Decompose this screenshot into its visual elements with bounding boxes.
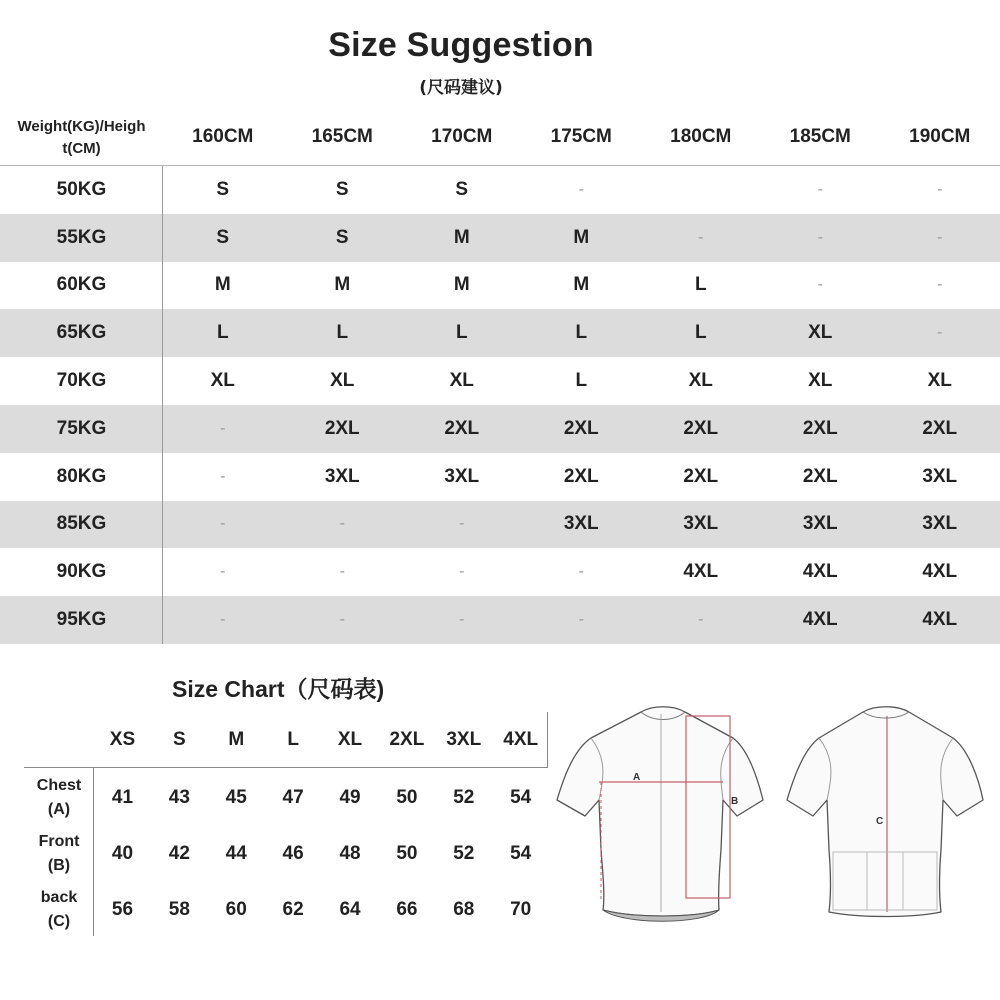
weight-label: 95KG <box>56 609 107 631</box>
weight-label: 50KG <box>56 178 107 200</box>
page-subtitle: (尺码建议) <box>419 78 503 98</box>
measurement-value: 50 <box>396 843 418 864</box>
size-header: 2XL <box>389 729 425 750</box>
size-cell: S <box>216 226 230 248</box>
table-row <box>0 357 1000 405</box>
height-header: 160CM <box>192 125 254 147</box>
size-cell: 2XL <box>922 417 958 439</box>
label-a: A <box>633 772 641 783</box>
measurement-value: 54 <box>510 843 532 864</box>
table-row <box>0 596 1000 644</box>
measurement-value: 44 <box>225 843 247 864</box>
size-chart-table <box>24 712 548 936</box>
size-cell: - <box>937 228 943 246</box>
weight-label: 70KG <box>56 370 107 392</box>
size-cell: - <box>220 515 226 533</box>
size-cell: XL <box>808 370 833 392</box>
size-cell: - <box>339 515 345 533</box>
size-cell: XL <box>449 370 474 392</box>
size-header: L <box>287 729 299 750</box>
size-cell: - <box>937 324 943 342</box>
size-cell: L <box>216 322 229 344</box>
size-cell: 4XL <box>802 609 838 631</box>
size-cell: L <box>694 322 707 344</box>
size-cell: - <box>339 611 345 629</box>
size-cell: XL <box>210 370 235 392</box>
measurement-row <box>24 770 549 826</box>
size-cell: L <box>694 274 707 296</box>
height-header: 190CM <box>909 125 971 147</box>
size-cell: - <box>220 467 226 485</box>
measurement-label <box>24 774 94 822</box>
measurement-value: 56 <box>111 899 134 920</box>
height-header: 170CM <box>431 125 493 147</box>
size-cell: 4XL <box>802 561 838 583</box>
size-cell: 3XL <box>563 513 599 535</box>
size-cell: L <box>575 322 588 344</box>
measurement-row <box>24 882 549 938</box>
measurement-value: 43 <box>168 787 190 808</box>
size-cell: M <box>573 274 590 296</box>
size-header: S <box>172 729 186 750</box>
weight-label: 80KG <box>56 465 107 487</box>
measurement-value: 66 <box>396 899 418 920</box>
jersey-back-diagram <box>783 700 993 925</box>
size-cell: - <box>220 563 226 581</box>
measurement-code: (A) <box>47 801 71 818</box>
size-suggestion-table <box>0 108 1000 644</box>
table-row <box>0 166 1000 214</box>
size-cell: - <box>220 419 226 437</box>
size-cell: - <box>817 180 823 198</box>
size-cell: 2XL <box>324 417 360 439</box>
size-cell: - <box>578 180 584 198</box>
size-cell: - <box>698 228 704 246</box>
size-cell: - <box>937 180 943 198</box>
size-cell: L <box>575 370 588 392</box>
size-cell: 2XL <box>802 465 838 487</box>
measurement-value: 41 <box>111 787 134 808</box>
size-cell: M <box>334 274 351 296</box>
measurement-value: 62 <box>282 899 304 920</box>
measurement-label <box>24 886 94 934</box>
table-row <box>0 548 1000 596</box>
size-cell: - <box>459 515 465 533</box>
measurement-value: 48 <box>339 843 361 864</box>
size-cell: 2XL <box>683 465 719 487</box>
size-cell: - <box>578 611 584 629</box>
size-cell: 4XL <box>922 561 958 583</box>
size-cell: 3XL <box>444 465 480 487</box>
size-header: M <box>228 729 245 750</box>
label-b: B <box>731 796 739 807</box>
size-cell: 3XL <box>324 465 360 487</box>
size-cell: S <box>335 178 349 200</box>
size-cell: M <box>214 274 231 296</box>
size-header: XS <box>109 729 136 750</box>
size-cell: - <box>698 611 704 629</box>
size-cell: 3XL <box>802 513 838 535</box>
weight-label: 65KG <box>56 322 107 344</box>
size-cell: - <box>817 276 823 294</box>
weight-label: 55KG <box>56 226 107 248</box>
height-header: 180CM <box>670 125 732 147</box>
measurement-value: 46 <box>282 843 304 864</box>
column-divider <box>162 166 163 644</box>
height-header: 185CM <box>789 125 851 147</box>
measurement-code: (B) <box>47 857 71 874</box>
measurement-row <box>24 826 549 882</box>
measurement-value: 40 <box>111 843 134 864</box>
label-c: C <box>876 816 884 827</box>
table-row <box>0 309 1000 357</box>
size-cell: - <box>937 276 943 294</box>
corner-label: Weight(KG)/Heigh t(CM) <box>17 117 146 157</box>
size-cell: XL <box>688 370 713 392</box>
jersey-front-diagram <box>553 700 773 925</box>
measurement-value: 60 <box>225 899 247 920</box>
size-cell: - <box>220 611 226 629</box>
measurement-value: 64 <box>339 899 361 920</box>
table-row <box>0 501 1000 549</box>
table-row <box>0 262 1000 310</box>
size-cell: 2XL <box>563 465 599 487</box>
size-cell: - <box>817 228 823 246</box>
table-row <box>0 214 1000 262</box>
size-cell: 4XL <box>683 561 719 583</box>
size-header: 3XL <box>446 729 482 750</box>
measurement-label <box>24 830 94 878</box>
size-cell: XL <box>927 370 952 392</box>
table-header-row <box>0 108 1000 166</box>
weight-label: 75KG <box>56 417 107 439</box>
size-cell: 2XL <box>444 417 480 439</box>
measurement-value: 50 <box>396 787 418 808</box>
measurement-value: 68 <box>453 899 475 920</box>
size-cell: 3XL <box>922 465 958 487</box>
size-header: 4XL <box>503 729 539 750</box>
size-cell: S <box>335 226 349 248</box>
weight-label: 60KG <box>56 274 107 296</box>
measurement-name: Chest <box>36 777 82 794</box>
weight-label: 85KG <box>56 513 107 535</box>
height-header: 175CM <box>550 125 612 147</box>
size-header: XL <box>337 729 363 750</box>
size-cell: 2XL <box>802 417 838 439</box>
measurement-value: 54 <box>510 787 532 808</box>
measurement-value: 52 <box>453 787 475 808</box>
measurement-value: 58 <box>168 899 190 920</box>
page-title: Size Suggestion <box>328 26 594 64</box>
size-cell: M <box>453 274 470 296</box>
measurement-value: 52 <box>453 843 475 864</box>
size-cell: - <box>339 563 345 581</box>
size-cell: 2XL <box>683 417 719 439</box>
size-chart-header-row <box>24 712 549 768</box>
height-header: 165CM <box>311 125 373 147</box>
table-row <box>0 453 1000 501</box>
measurement-name: Front <box>38 833 80 850</box>
size-cell: - <box>578 563 584 581</box>
size-cell: S <box>216 178 230 200</box>
size-cell: 4XL <box>922 609 958 631</box>
size-cell: L <box>336 322 349 344</box>
size-cell: 3XL <box>683 513 719 535</box>
size-chart-title: Size Chart（尺码表) <box>172 676 385 702</box>
size-cell: XL <box>808 322 833 344</box>
size-cell: M <box>573 226 590 248</box>
size-cell: 3XL <box>922 513 958 535</box>
size-cell: - <box>459 563 465 581</box>
measurement-value: 49 <box>339 787 361 808</box>
size-cell: XL <box>330 370 355 392</box>
size-cell: L <box>455 322 468 344</box>
measurement-value: 42 <box>168 843 190 864</box>
measurement-value: 45 <box>225 787 247 808</box>
measurement-code: (C) <box>47 913 71 930</box>
table-row <box>0 405 1000 453</box>
table-body <box>0 166 1000 644</box>
size-cell: M <box>453 226 470 248</box>
measurement-name: back <box>40 889 78 906</box>
measurement-value: 70 <box>510 899 532 920</box>
weight-label: 90KG <box>56 561 107 583</box>
size-cell: 2XL <box>563 417 599 439</box>
measurement-value: 47 <box>282 787 304 808</box>
size-cell: - <box>459 611 465 629</box>
size-cell: S <box>455 178 469 200</box>
